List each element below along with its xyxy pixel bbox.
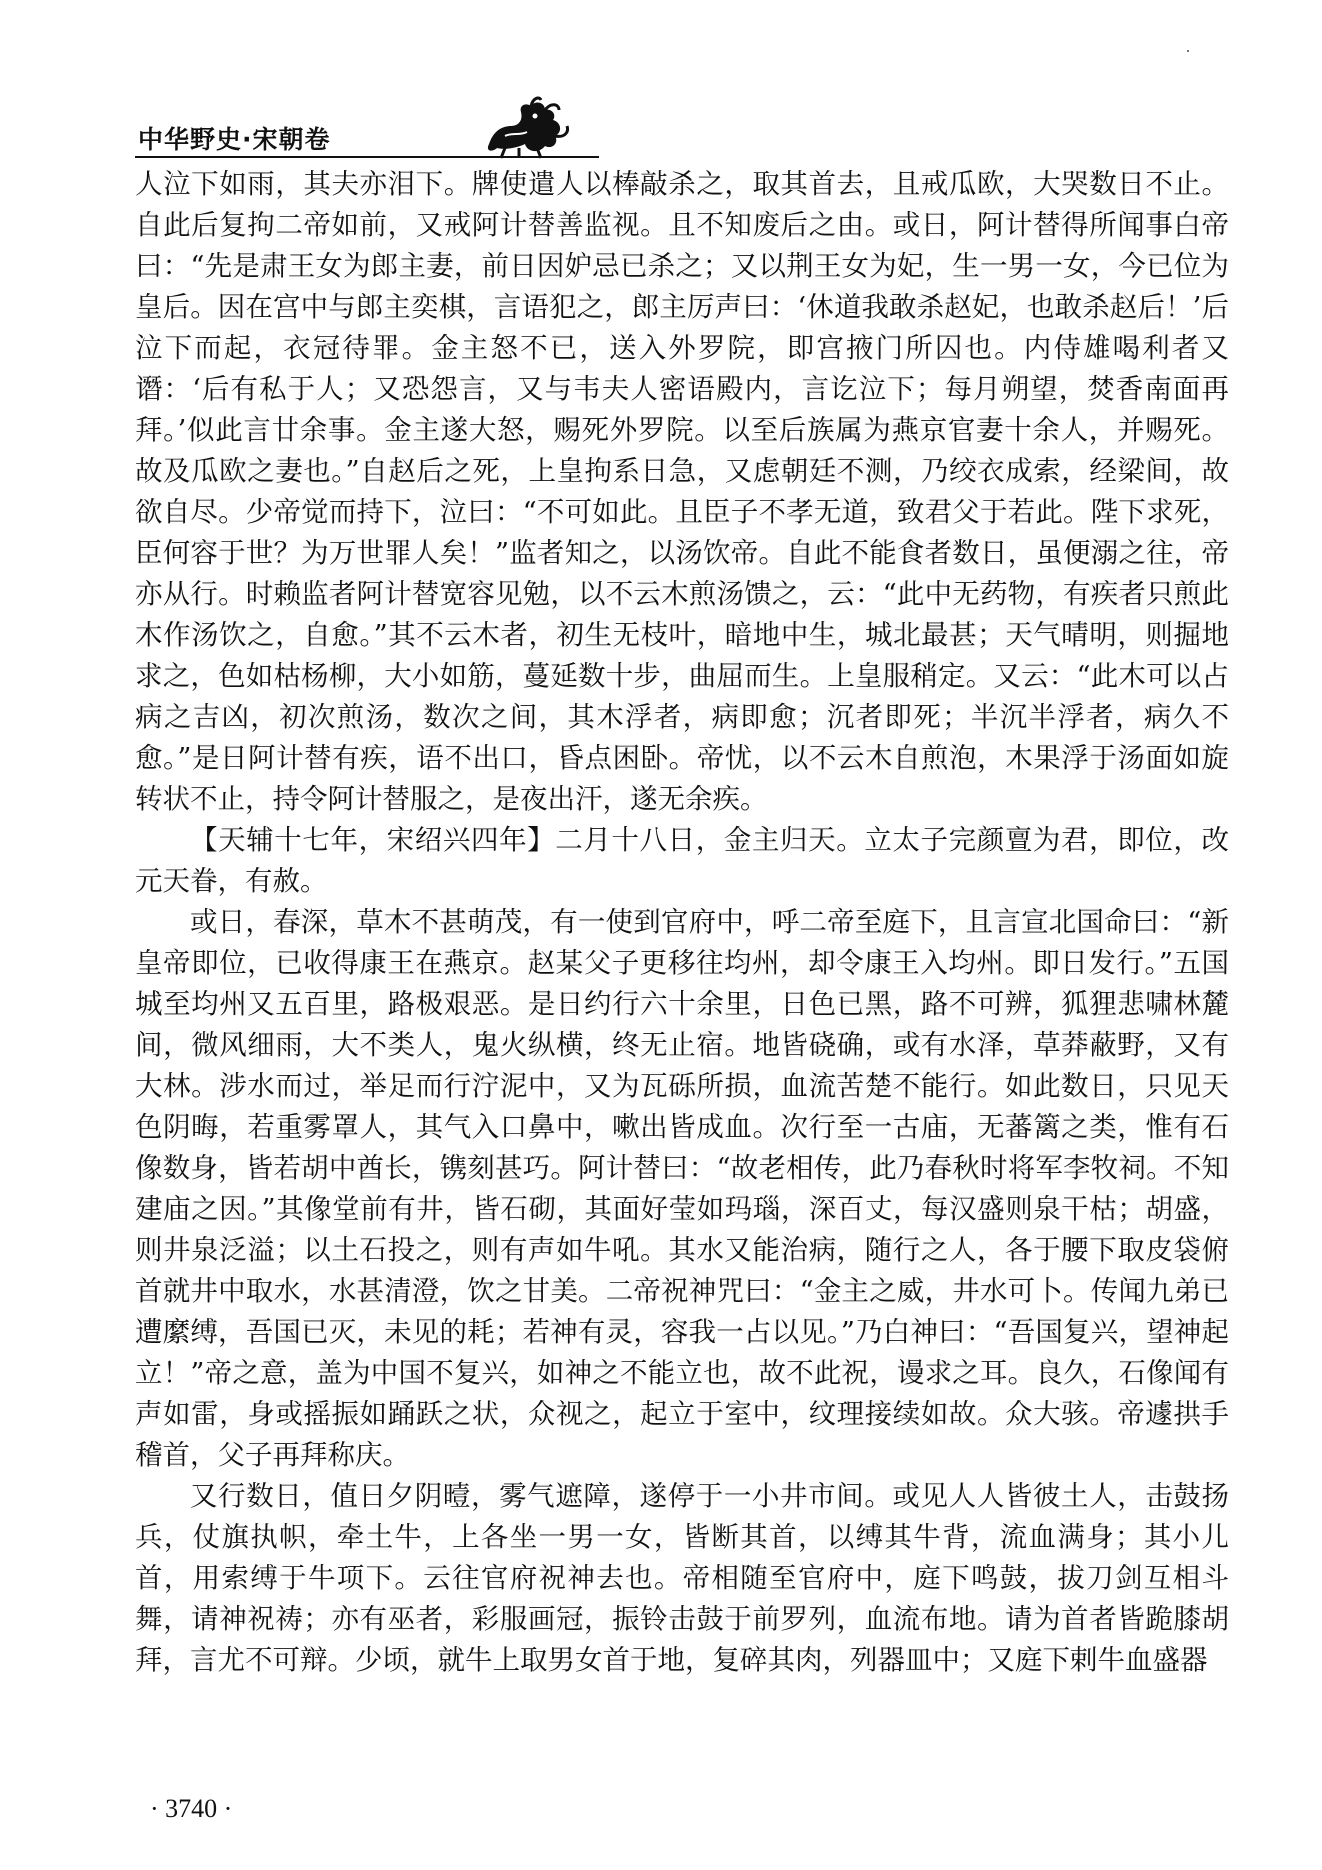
running-header — [135, 96, 1229, 158]
header-rule — [135, 156, 599, 158]
paragraph: 又行数日，值日夕阴曀，雾气遮障，遂停于一小井市间。或见人人皆彼土人，击鼓扬兵，仗旗执帜，牵土牛，上各坐一男一女，皆断其首，以缚其牛背，流血满身；其小儿首，用索缚于牛项下。云往官府祝神去也。帝相随至官府中，庭下鸣鼓，拔刀剑互相斗舞，请神祝祷；亦有巫者，彩服画冠，振铃击鼓于前罗列，血流布地。请为首者皆跪膝胡拜，言尤不可辩。少顷，就牛上取男女首于地，复碎其肉，列器皿中；又庭下剌牛血盛器 — [135, 1480, 1229, 1676]
page-number: · 3740 · — [150, 1794, 233, 1823]
dragon-emblem-icon — [475, 96, 573, 160]
book-title: 中华野史·宋朝卷 — [138, 125, 331, 154]
paragraph: 人泣下如雨，其夫亦泪下。牌使遣人以棒敲杀之，取其首去，且戒瓜欧，大哭数日不止。自此后复拘二帝如前，又戒阿计替善监视。且不知废后之由。或日，阿计替得所闻事白帝曰：“先是肃王女为郎主妻，前日因妒忌已杀之；又以荆王女为妃，生一男一女，今已位为皇后。因在宫中与郎主奕棋，言语犯之，郎主厉声曰：‘休道我敢杀赵妃，也敢杀赵后！’后泣下而起，衣冠待罪。金主怒不已，送入外罗院，即宫掖门所囚也。内侍雄喝利者又谮：‘后有私于人；又恐怨言，又与韦夫人密语殿内，言讫泣下；每月朔望，焚香南面再拜。’似此言廿余事。金主遂大怒，赐死外罗院。以至后族属为燕京官妻十余人，并赐死。故及瓜欧之妻也。”自赵后之死，上皇拘系日急，又虑朝廷不测，乃绞衣成索，经梁间，故欲自尽。少帝觉而持下，泣曰：“不可如此。且臣子不孝无道，致君父于若此。陛下求死，臣何容于世？为万世罪人矣！”监者知之，以汤饮帝。自此不能食者数日，虽便溺之往，帝亦从行。时赖监者阿计替宽容见勉，以不云木煎汤馈之，云：“此中无药物，有疾者只煎此木作汤饮之，自愈。”其不云木者，初生无枝叶，暗地中生，城北最甚；天气晴明，则掘地求之，色如枯杨柳，大小如筋，蔓延数十步，曲屈而生。上皇服稍定。又云：“此木可以占病之吉凶，初次煎汤，数次之间，其木浮者，病即愈；沉者即死；半沉半浮者，病久不愈。”是日阿计替有疾，语不出口，昏点困卧。帝忧，以不云木自煎泡，木果浮于汤面如旋转状不止，持令阿计替服之，是夜出汗，遂无余疾。 — [135, 168, 1229, 815]
body-text — [135, 164, 1229, 1681]
paragraph: 【天辅十七年，宋绍兴四年】二月十八日，金主归天。立太子完颜亶为君，即位，改元天眷，有赦。 — [135, 824, 1229, 897]
page-speck — [1187, 50, 1189, 52]
paragraph: 或日，春深，草木不甚萌茂，有一使到官府中，呼二帝至庭下，且言宣北国命曰：“新皇帝即位，已收得康王在燕京。赵某父子更移往均州，却令康王入均州。即日发行。”五国城至均州又五百里，路极艰恶。是日约行六十余里，日色已黑，路不可辨，狐狸悲啸林麓间，微风细雨，大不类人，鬼火纵横，终无止宿。地皆硗确，或有水泽，草莽蔽野，又有大林。涉水而过，举足而行泞泥中，又为瓦砾所损，血流苦楚不能行。如此数日，只见天色阴晦，若重雾罩人，其气入口鼻中，嗽出皆成血。次行至一古庙，无蕃篱之类，惟有石像数身，皆若胡中酋长，镌刻甚巧。阿计替曰：“故老相传，此乃春秋时将军李牧祠。不知建庙之因。”其像堂前有井，皆石砌，其面好莹如玛瑙，深百丈，每汉盛则泉干枯；胡盛，则井泉泛溢；以土石投之，则有声如牛吼。其水又能治病，随行之人，各于腰下取皮袋俯首就井中取水，水甚清澄，饮之甘美。二帝祝神咒曰：“金主之威，井水可卜。传闻九弟已遭縻缚，吾国已灭，未见的耗；若神有灵，容我一占以见。”乃白神曰：“吾国复兴，望神起立！”帝之意，盖为中国不复兴，如神之不能立也，故不此祝，谩求之耳。良久，石像闻有声如雷，身或摇振如踊跃之状，众视之，起立于室中，纹理接续如故。众大骇。帝遽拱手稽首，父子再拜称庆。 — [135, 906, 1229, 1471]
